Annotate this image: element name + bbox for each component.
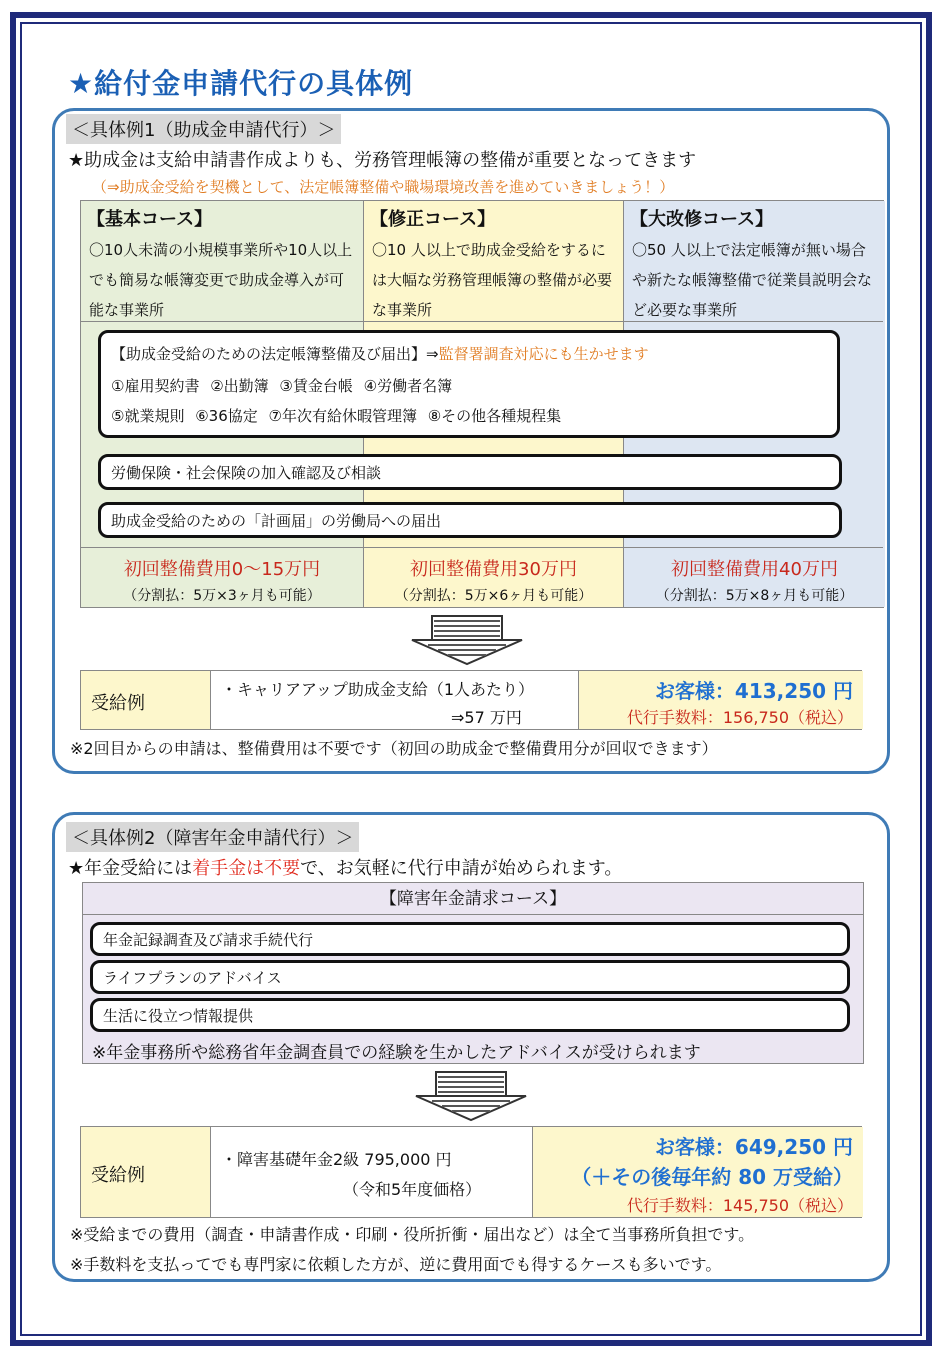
example2-label: ＜具体例2（障害年金申請代行）＞ [66,822,359,852]
result-item: ・障害基礎年金2級 795,000 円 [221,1150,452,1169]
agency-fee: 代行手数料：156,750（税込） [626,708,853,727]
service-item: 労働保険・社会保険の加入確認及び相談 [98,454,842,490]
example1-result [80,670,862,730]
course-name: 【基本コース】 [87,209,213,230]
course-installment: （分割払：5万×3ヶ月も可能） [123,588,321,604]
example2-result [80,1126,862,1218]
course-cost: 初回整備費用40万円 [671,559,838,580]
course-cost: 初回整備費用0～15万円 [123,559,321,580]
course-desc: 〇50 人以上で法定帳簿が無い場合や新たな帳簿整備で従業員説明会など必要な事業所 [632,241,873,319]
service-item: 助成金受給のための「計画届」の労働局への届出 [98,502,842,538]
documents-line: ①雇用契約書 ②出勤簿 ③賃金台帳 ④労働者名簿 [111,377,453,395]
example1-footnote: ※2回目からの申請は、整備費用は不要です（初回の助成金で整備費用分が回収できます） [70,739,718,758]
example2-footnote: ※受給までの費用（調査・申請書作成・印刷・役所折衝・届出など）は全て当事務所負担です。 [70,1225,755,1244]
example2-footnote: ※手数料を支払ってでも専門家に依頼した方が、逆に費用面でも得するケースも多いです。 [70,1255,722,1274]
course-name: 【修正コース】 [370,209,496,230]
course-name: 【大改修コース】 [630,209,774,230]
documents-heading: 【助成金受給のための法定帳簿整備及び届出】⇒監督署調査対応にも生かせます [111,345,649,363]
course-installment: （分割払：5万×8ヶ月も可能） [655,588,854,604]
result-amount: ⇒57 万円 [451,708,522,727]
result-label: 受給例 [91,693,145,714]
customer-amount: お客様：413,250 円 [654,679,853,703]
service-item: 生活に役立つ情報提供 [90,998,850,1032]
documents-line: ⑤就業規則 ⑥36協定 ⑦年次有給休暇管理簿 ⑧その他各種規程集 [111,407,562,425]
service-item: 年金記録調査及び請求手続代行 [90,922,850,956]
example1-label: ＜具体例1（助成金申請代行）＞ [66,114,341,144]
course-installment: （分割払：5万×6ヶ月も可能） [394,588,593,604]
result-item: ・キャリアアップ助成金支給（1人あたり） [221,680,535,699]
page-title: ★給付金申請代行の具体例 [68,67,414,100]
grid-divider [81,547,883,548]
example2-lead: ★年金受給には着手金は不要で、お気軽に代行申請が始められます。 [68,858,623,879]
result-label: 受給例 [91,1165,145,1186]
result-item-note: （令和5年度価格） [343,1180,482,1199]
down-arrow-icon [412,1070,530,1122]
customer-amount: お客様：649,250 円 [654,1135,853,1159]
course-cost: 初回整備費用30万円 [410,559,577,580]
example1-note: （⇒助成金受給を契機として、法定帳簿整備や職場環境改善を進めていきましょう！） [92,178,675,196]
service-item: ライフプランのアドバイス [90,960,850,994]
down-arrow-icon [408,614,526,666]
course-desc: 〇10 人以上で助成金受給をするには大幅な労務管理帳簿の整備が必要な事業所 [372,241,613,319]
grid-divider [81,321,883,322]
course-desc: 〇10人未満の小規模事業所や10人以上でも簡易な帳簿変更で助成金導入が可能な事業所 [89,241,353,319]
required-documents-box [98,330,840,438]
annual-benefit: （＋その後毎年約 80 万受給） [571,1165,853,1189]
pension-note: ※年金事務所や総務省年金調査員での経験を生かしたアドバイスが受けられます [92,1043,701,1063]
example1-lead: ★助成金は支給申請書作成よりも、労務管理帳簿の整備が重要となってきます [68,150,697,171]
agency-fee: 代行手数料：145,750（税込） [626,1196,853,1215]
pension-course-name: 【障害年金請求コース】 [83,883,863,915]
